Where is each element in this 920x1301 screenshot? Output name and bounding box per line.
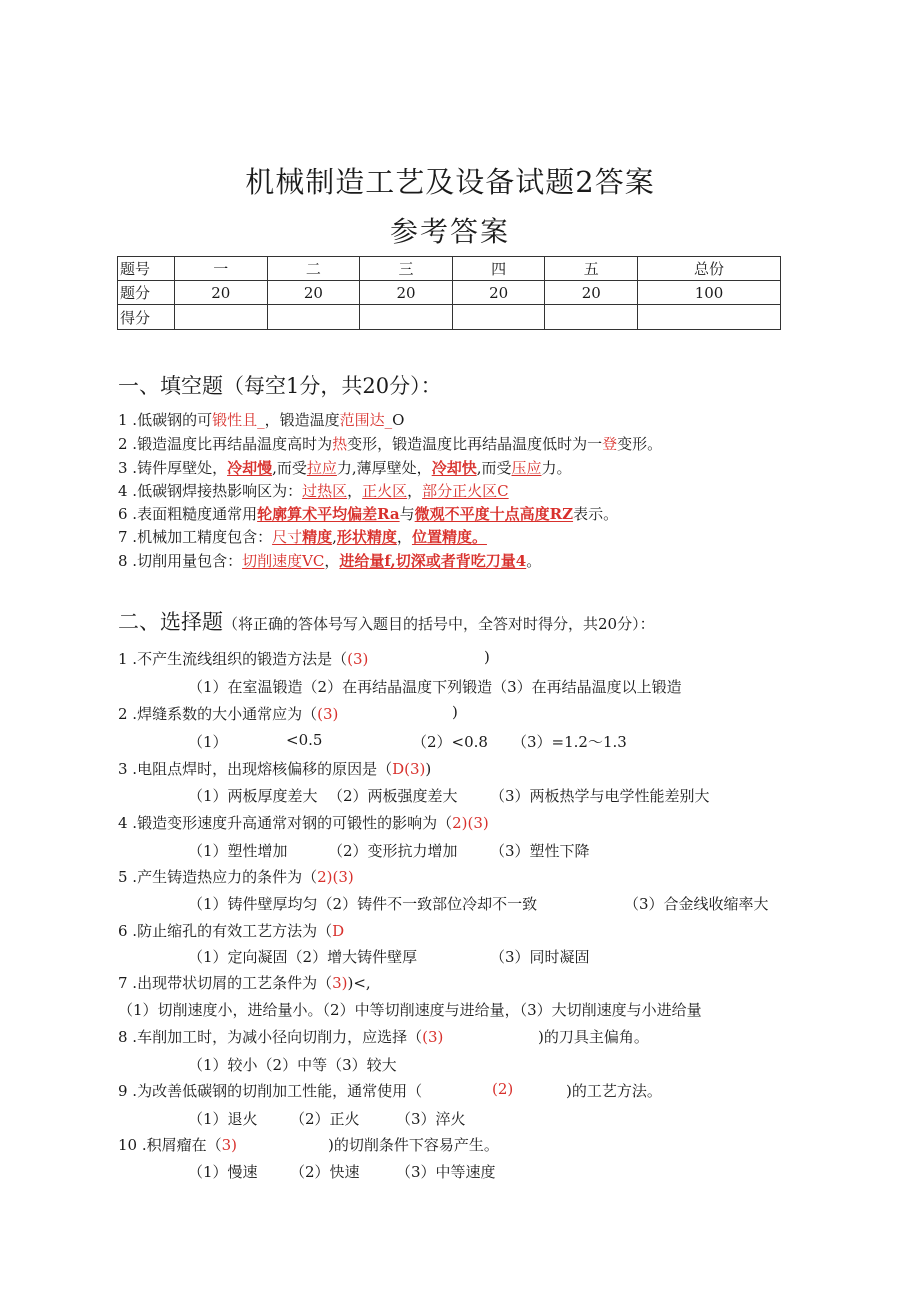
question-10: 10 .积屑瘤在（3) [118,1136,238,1154]
document-title: 机械制造工艺及设备试题2答案 [245,165,655,199]
q10-option: （2）快速 [290,1163,360,1181]
q10-option: （1）慢速 [188,1163,258,1181]
fill-item-7: 7 .机械加工精度包含：尺寸精度,形状精度，位置精度。 [118,528,487,546]
q2-option: （3）=1.2～1.3 [512,733,627,751]
table-cell: 20 [267,281,360,305]
answer: (2) [492,1080,514,1098]
fill-item-1: 1 .低碳钢的可锻性且_，锻造温度范围达_O [118,411,405,429]
question-5: 5 .产生铸造热应力的条件为（2)(3) [118,868,354,886]
answer: 冷却慢 [227,459,273,477]
q8-close: )的刀具主偏角。 [538,1028,649,1046]
answer: 形状精度 [336,528,397,546]
q2-option: <0.5 [286,731,323,749]
table-row [118,281,781,305]
q3-option: （2）两板强度差大 [328,787,458,805]
table-cell: 二 [267,257,360,281]
table-cell [175,305,268,330]
fill-item-6: 6 .表面粗糙度通常用轮廓算术平均偏差Ra与微观不平度十点高度RZ表示。 [118,505,619,523]
table-cell: 五 [545,257,638,281]
answer: 拉应 [306,459,337,477]
answer: 进给量f,切深或者背吃刀量4 [339,552,527,570]
answer: 精度 [302,528,333,546]
question-1: 1 .不产生流线组织的锻造方法是（(3) [118,650,369,668]
q2-option: （2）<0.8 [412,733,488,751]
score-table [117,256,781,330]
table-cell [638,305,781,330]
table-cell: 得分 [118,305,175,330]
question-4: 4 .锻造变形速度升高通常对钢的可锻性的影响为（2)(3) [118,814,489,832]
table-cell: 20 [545,281,638,305]
table-cell: 四 [452,257,545,281]
answer: (3) [422,1028,444,1046]
table-row [118,305,781,330]
table-cell [360,305,453,330]
q2-option: （1） [188,733,228,751]
q1-options: （1）在室温锻造（2）在再结晶温度下列锻造（3）在再结晶温度以上锻造 [188,678,682,696]
answer: 3) [332,974,348,992]
q3-option: （3）两板热学与电学性能差别大 [490,787,710,805]
fill-item-4: 4 .低碳钢焊接热影响区为：过热区，正火区，部分正火区C [118,482,509,500]
q4-option: （1）塑性增加 [188,842,288,860]
q10-close: )的切削条件下容易产生。 [328,1136,499,1154]
table-cell: 20 [360,281,453,305]
answer: (3) [317,705,339,723]
fill-item-8: 8 .切削用量包含：切削速度VC，进给量f,切深或者背吃刀量4。 [118,552,542,570]
question-8: 8 .车削加工时，为减小径向切削力，应选择（(3) [118,1028,444,1046]
answer: D(3) [392,760,426,778]
answer: 过热区 [302,482,348,500]
table-cell: 一 [175,257,268,281]
q4-option: （3）塑性下降 [490,842,590,860]
answer: 部分正火区C [422,482,509,500]
q5-option: （3）合金线收缩率大 [624,895,769,913]
question-7: 7 .出现带状切屑的工艺条件为（3))<, [118,974,371,992]
q8-options: （1）较小（2）中等（3）较大 [188,1056,397,1074]
fill-item-3: 3 .铸件厚壁处，冷却慢,而受拉应力,薄厚壁处，冷却快,而受压应力。 [118,459,572,477]
answer: 锻性且_ [212,411,265,429]
q4-option: （2）变形抗力增加 [328,842,458,860]
answer: 冷却快 [431,459,477,477]
q9-close: )的工艺方法。 [566,1082,662,1100]
q9-option: （1）退火 [188,1110,258,1128]
q1-close: ) [484,648,490,666]
answer: 尺寸 [272,528,303,546]
answer: 登 [602,435,618,453]
answer: 切削速度VC [242,552,325,570]
document-subtitle: 参考答案 [389,215,510,248]
q7-options: （1）切削速度小，进给量小。（2）中等切削速度与进给量，（3）大切削速度与小进给量 [118,1001,702,1019]
answer: 2)(3) [317,868,354,886]
section2-heading: 二、选择题（将正确的答体号写入题目的括号中，全答对时得分，共20分）： [118,610,655,634]
answer: 正火区 [362,482,408,500]
answer: 微观不平度十点高度RZ [414,505,574,523]
table-cell: 题号 [118,257,175,281]
table-cell: 20 [175,281,268,305]
question-2: 2 .焊缝系数的大小通常应为（(3) [118,705,339,723]
q6-option: （3）同时凝固 [490,948,590,966]
fill-item-2: 2 .锻造温度比再结晶温度高时为热变形，锻造温度比再结晶温度低时为一登变形。 [118,435,663,453]
q9-option: （2）正火 [290,1110,360,1128]
answer: (3) [347,650,369,668]
answer: 位置精度。 [411,528,487,546]
q3-option: （1）两板厚度差大 [188,787,318,805]
section2-note: （将正确的答体号写入题目的括号中，全答对时得分，共20分）： [223,615,655,633]
q10-option: （3）中等速度 [396,1163,496,1181]
table-cell: 题分 [118,281,175,305]
table-cell: 20 [452,281,545,305]
section1-heading: 一、填空题（每空1分，共20分）： [118,374,442,398]
table-cell [267,305,360,330]
answer: 热 [332,435,348,453]
q6-option: （1）定向凝固（2）增大铸件壁厚 [188,948,418,966]
table-row [118,257,781,281]
q5-option: （1）铸件壁厚均匀（2）铸件不一致部位冷却不一致 [188,895,538,913]
table-cell: 总份 [638,257,781,281]
table-cell [545,305,638,330]
answer: 2)(3) [452,814,489,832]
question-3: 3 .电阻点焊时，出现熔核偏移的原因是（D(3)) [118,760,432,778]
question-6: 6 .防止缩孔的有效工艺方法为（D [118,922,345,940]
question-9: 9 .为改善低碳钢的切削加工性能，通常使用（ [118,1082,423,1100]
q9-option: （3）淬火 [396,1110,466,1128]
answer: D [332,922,345,940]
answer: 3) [221,1136,238,1154]
answer: 压应 [511,459,542,477]
q2-close: ) [452,703,458,721]
table-cell [452,305,545,330]
table-cell: 100 [638,281,781,305]
answer: 范围达_ [339,411,393,429]
answer: 轮廓算术平均偏差Ra [257,505,400,523]
table-cell: 三 [360,257,453,281]
